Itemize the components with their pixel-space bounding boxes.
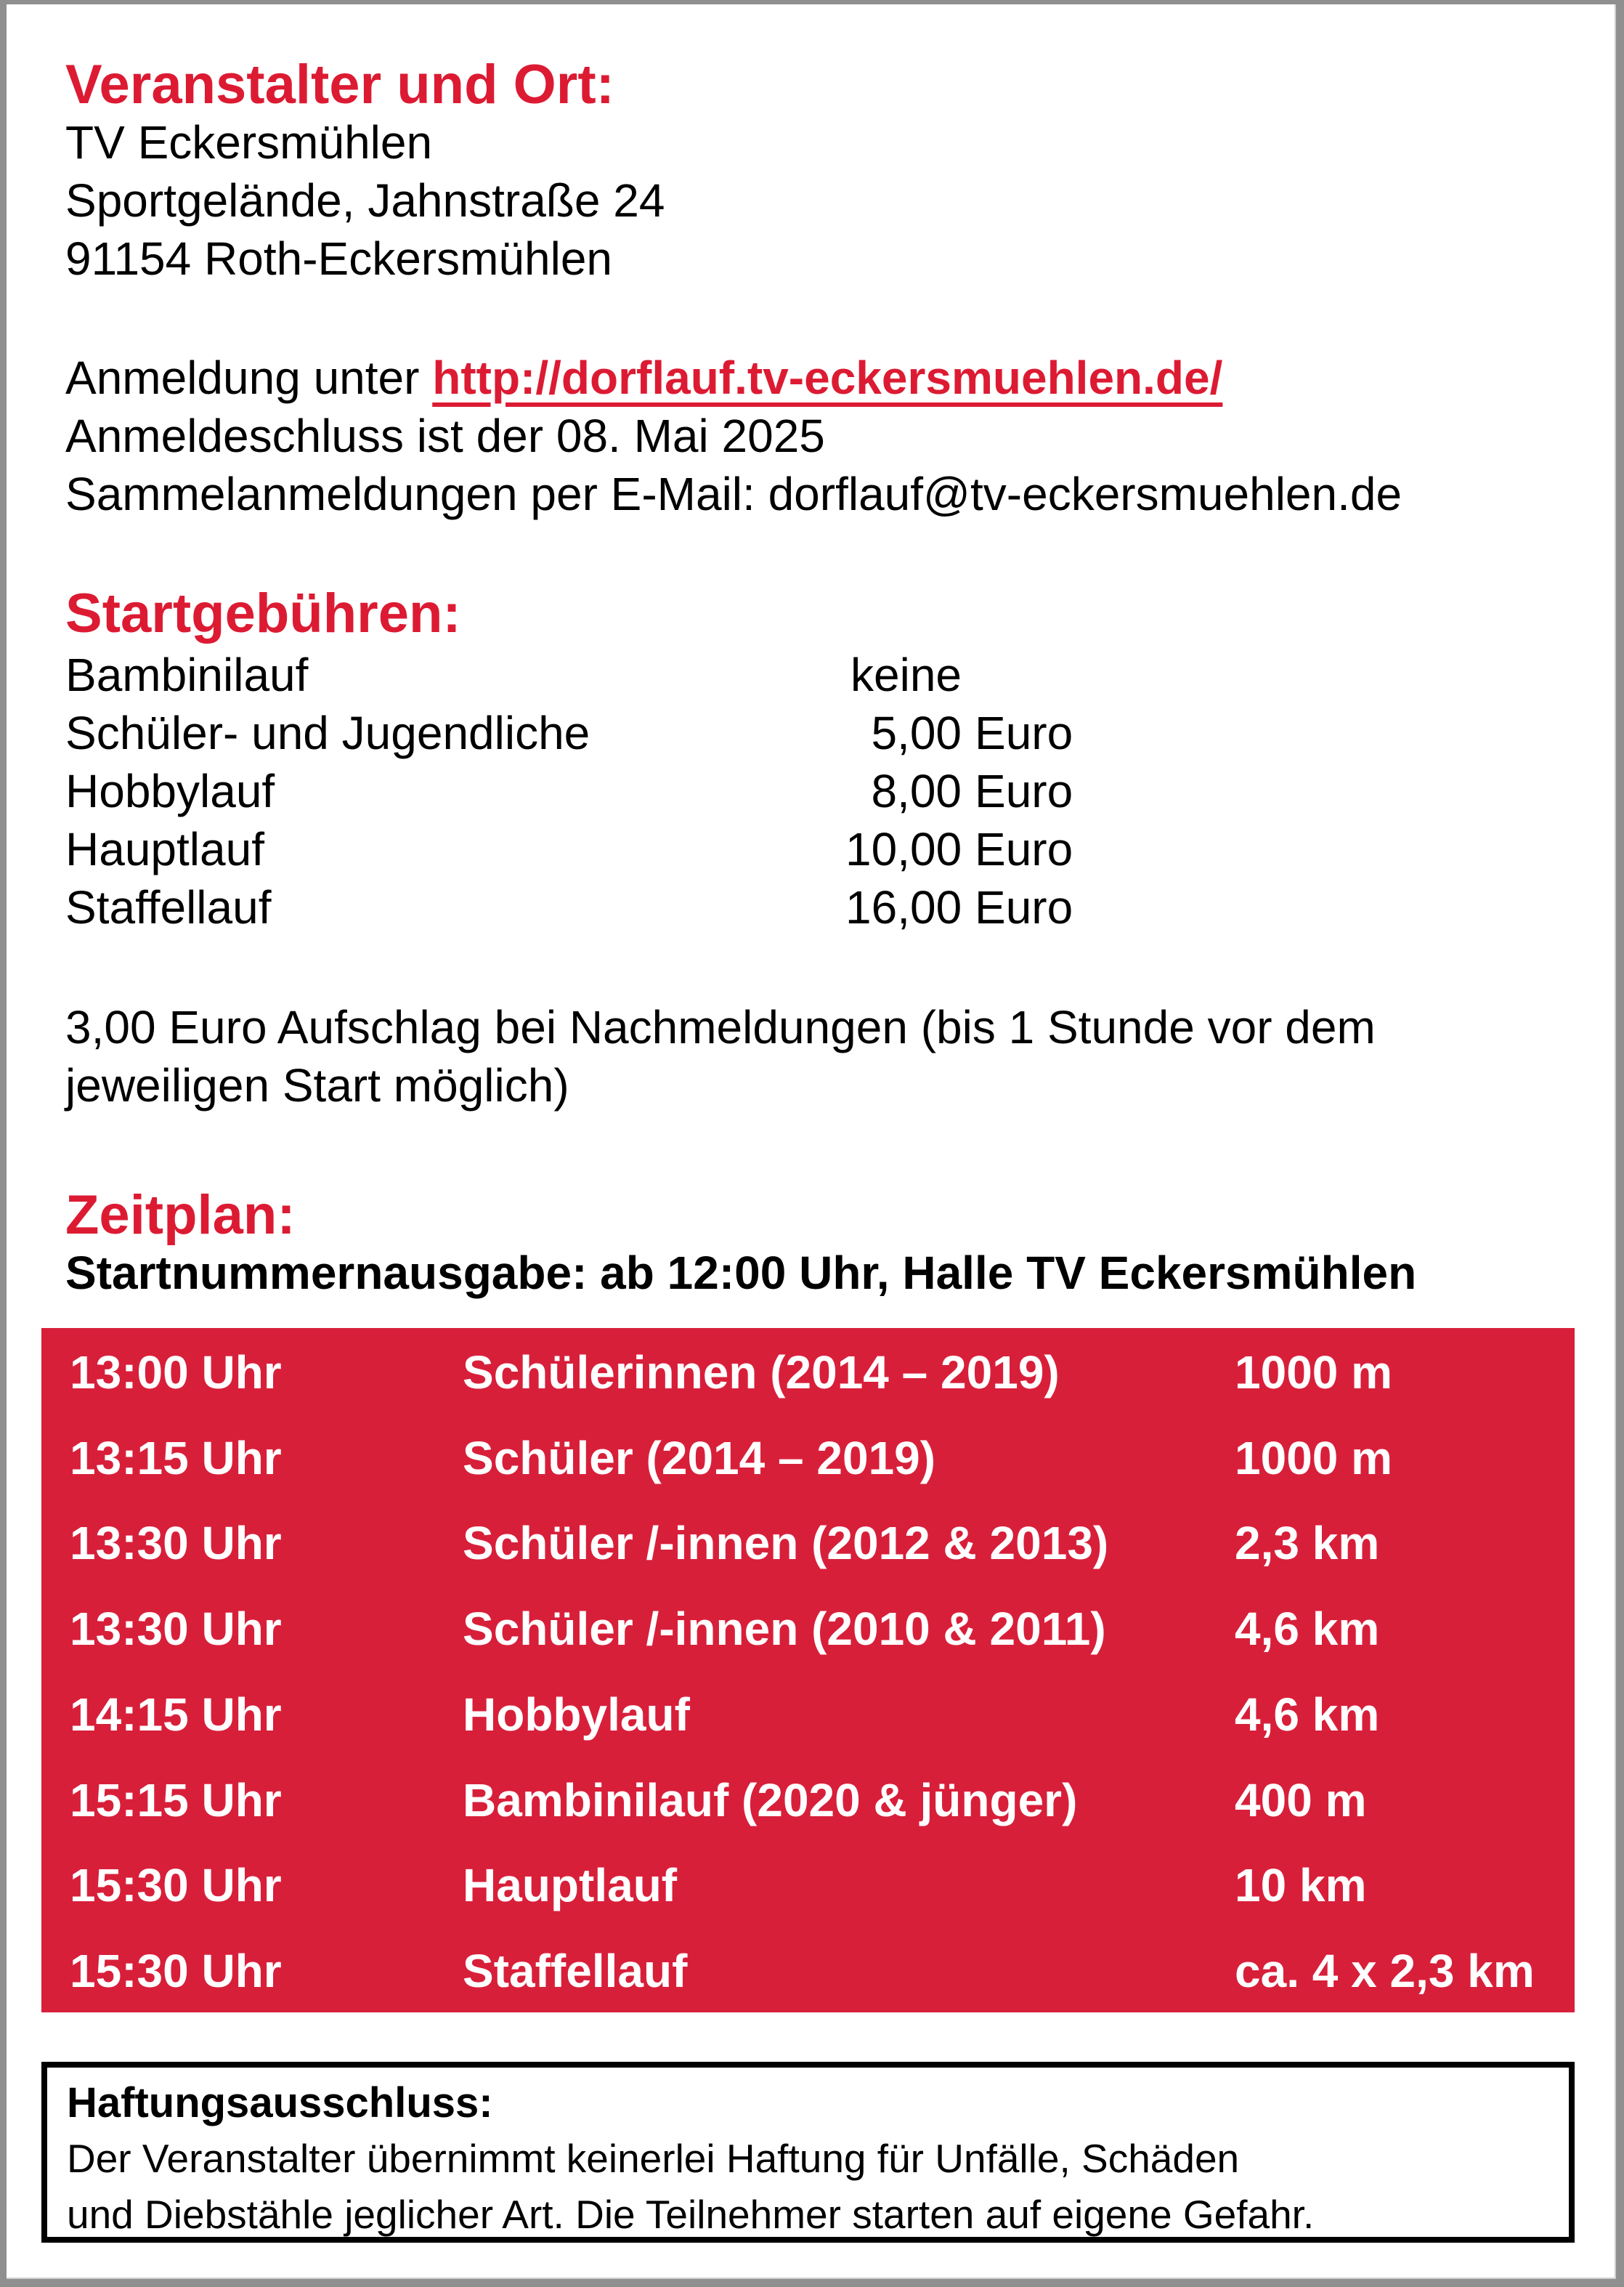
fee-value: keine	[850, 649, 962, 701]
schedule-time: 15:30 Uhr	[70, 1859, 282, 1912]
disclaimer-line-2: und Diebstähle jeglicher Art. Die Teilnehmer starten auf eigene Gefahr.	[67, 2192, 1315, 2237]
fees-list	[65, 646, 1073, 936]
fee-label: Staffellauf	[65, 881, 272, 934]
fee-value: 5,00 Euro	[871, 707, 1073, 759]
section-heading-veranstalter: Veranstalter und Ort:	[65, 54, 614, 116]
fee-label: Hobbylauf	[65, 765, 275, 817]
schedule-row	[41, 1516, 1575, 1570]
schedule-row	[41, 1858, 1575, 1912]
late-registration-note	[65, 998, 1376, 1114]
schedule-distance: 1000 m	[1235, 1345, 1393, 1398]
schedule-event: Schüler /-innen (2012 & 2013)	[463, 1517, 1109, 1570]
disclaimer-heading: Haftungsausschluss:	[67, 2079, 493, 2126]
address-block	[65, 113, 665, 288]
fee-label: Bambinilauf	[65, 649, 309, 701]
note-line-1: 3,00 Euro Aufschlag bei Nachmeldungen (bis 1 Stunde vor dem	[65, 1001, 1376, 1053]
schedule-row	[41, 1773, 1575, 1824]
registration-prefix: Anmeldung unter	[65, 352, 433, 404]
city-address: 91154 Roth-Eckersmühlen	[65, 232, 612, 285]
schedule-table	[41, 1328, 1575, 2012]
registration-line	[65, 349, 1402, 407]
schedule-distance: 400 m	[1235, 1773, 1367, 1826]
disclaimer-line-1: Der Veranstalter übernimmt keinerlei Haftung für Unfälle, Schäden	[67, 2136, 1240, 2181]
schedule-time: 15:30 Uhr	[70, 1945, 282, 1998]
schedule-distance: 10 km	[1235, 1859, 1367, 1912]
street-address: Sportgelände, Jahnstraße 24	[65, 174, 665, 227]
registration-deadline: Anmeldeschluss ist der 08. Mai 2025	[65, 410, 825, 462]
schedule-event: Hauptlauf	[463, 1859, 678, 1912]
fee-row	[65, 820, 1073, 878]
schedule-event: Schülerinnen (2014 – 2019)	[463, 1345, 1060, 1398]
registration-link[interactable]: http://dorflauf.tv-eckersmuehlen.de/	[432, 352, 1223, 404]
schedule-time: 13:30 Uhr	[70, 1517, 282, 1570]
fee-row	[65, 646, 962, 704]
schedule-row	[41, 1345, 1575, 1396]
registration-email: Sammelanmeldungen per E-Mail: dorflauf@tv-eckersmuehlen.de	[65, 468, 1402, 520]
fee-label: Schüler- und Jugendliche	[65, 707, 590, 759]
fee-value: 16,00 Euro	[845, 881, 1073, 934]
fee-row	[65, 762, 1073, 820]
schedule-event: Schüler (2014 – 2019)	[463, 1431, 936, 1484]
schedule-distance: 1000 m	[1235, 1431, 1393, 1484]
fee-value: 8,00 Euro	[871, 765, 1073, 817]
schedule-event: Bambinilauf (2020 & jünger)	[463, 1773, 1078, 1826]
fee-label: Hauptlauf	[65, 823, 264, 875]
fee-row	[65, 878, 1073, 936]
schedule-event: Staffellauf	[463, 1945, 688, 1998]
fee-row	[65, 704, 1073, 762]
note-line-2: jeweiligen Start möglich)	[65, 1059, 569, 1112]
schedule-row	[41, 1688, 1575, 1741]
schedule-event: Schüler /-innen (2010 & 2011)	[463, 1603, 1106, 1656]
fee-value: 10,00 Euro	[845, 823, 1073, 875]
schedule-distance: 4,6 km	[1235, 1688, 1380, 1741]
schedule-time: 13:15 Uhr	[70, 1431, 282, 1484]
organizer-name: TV Eckersmühlen	[65, 116, 433, 169]
schedule-distance: 2,3 km	[1235, 1517, 1380, 1570]
schedule-time: 13:30 Uhr	[70, 1603, 282, 1656]
section-heading-startgebuehren: Startgebühren:	[65, 583, 461, 644]
schedule-time: 15:15 Uhr	[70, 1773, 282, 1826]
section-heading-zeitplan: Zeitplan:	[65, 1184, 296, 1246]
schedule-row	[41, 1602, 1575, 1656]
schedule-row	[41, 1431, 1575, 1482]
schedule-distance: 4,6 km	[1235, 1603, 1380, 1656]
disclaimer-box	[41, 2062, 1575, 2243]
schedule-event: Hobbylauf	[463, 1688, 690, 1741]
bib-pickup-line: Startnummernausgabe: ab 12:00 Uhr, Halle TV Eckersmühlen	[65, 1247, 1417, 1299]
schedule-row	[41, 1944, 1575, 1998]
schedule-distance: ca. 4 x 2,3 km	[1235, 1945, 1535, 1998]
schedule-time: 13:00 Uhr	[70, 1345, 282, 1398]
schedule-time: 14:15 Uhr	[70, 1688, 282, 1741]
registration-block	[65, 349, 1402, 523]
